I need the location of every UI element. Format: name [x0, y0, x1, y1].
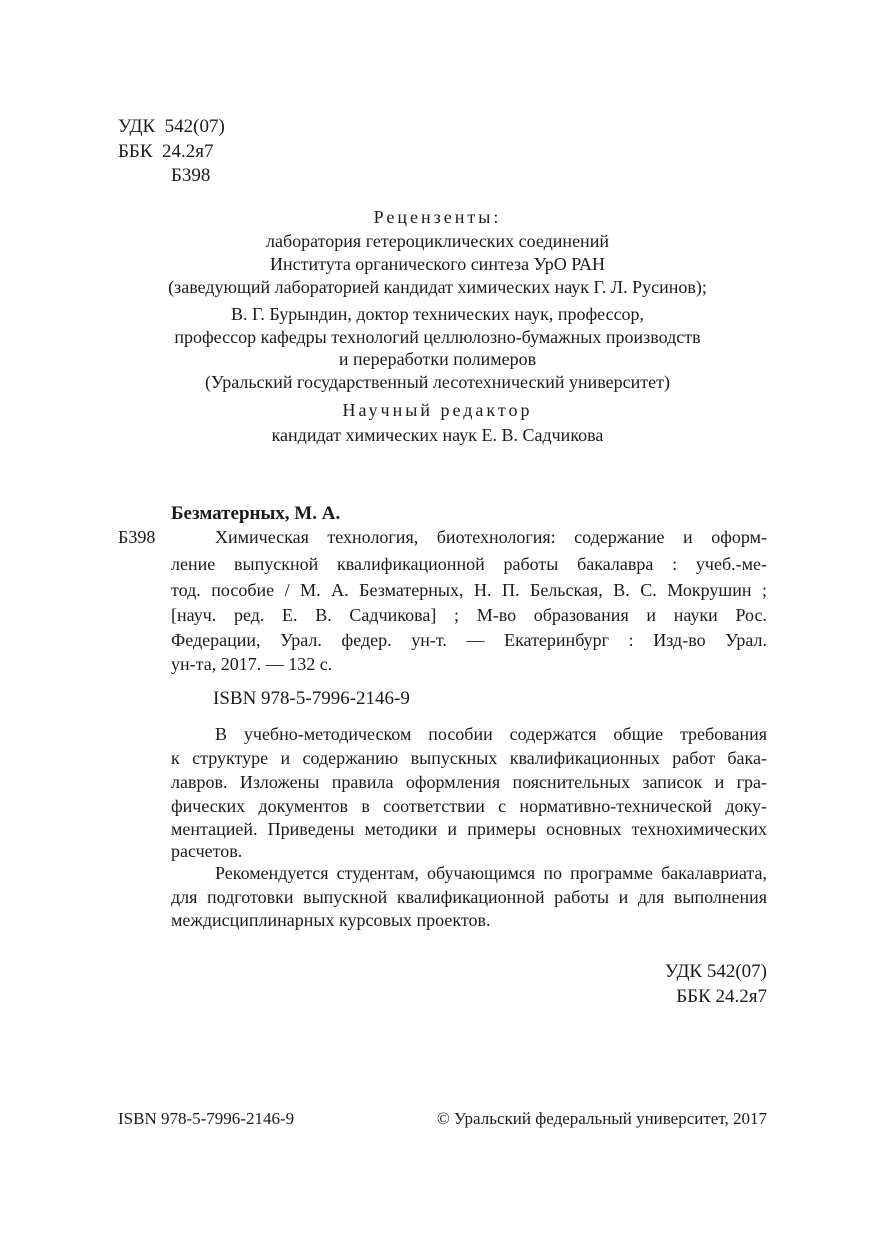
bbk-value: 24.2я7	[162, 141, 214, 162]
reviewer-line: профессор кафедры технологий целлюлозно-бумажных производств	[174, 327, 701, 347]
reviewer-line: и переработки полимеров	[338, 349, 537, 369]
bottom-isbn: ISBN 978-5-7996-2146-9	[118, 1109, 295, 1128]
abstract-line: для подготовки выпускной квалификационной работы и для выполнения	[171, 887, 767, 907]
reviewer-line: (заведующий лабораторией кандидат химических наук Г. Л. Русинов);	[168, 277, 707, 297]
bbk-label: ББК	[118, 141, 153, 162]
reviewer-line: (Уральский государственный лесотехнический университет)	[205, 372, 670, 392]
udk-line	[118, 115, 225, 138]
reviewer-line: лаборатория гетероциклических соединений	[266, 231, 609, 251]
catalog-line: ун-та, 2017. — 132 с.	[171, 654, 333, 674]
footer-bbk: ББК 24.2я7	[676, 986, 767, 1007]
abstract-line: к структуре и содержанию выпускных квалификационных работ бака-	[171, 748, 767, 768]
editor-heading: Научный редактор	[342, 400, 533, 420]
abstract-line: фических документов в соответствии с нормативно-технической доку-	[171, 796, 767, 816]
catalog-line: Федерации, Урал. федер. ун-т. — Екатеринбург : Изд-во Урал.	[171, 630, 767, 650]
abstract-line: междисциплинарных курсовых проектов.	[171, 910, 491, 930]
abstract-line: расчетов.	[171, 841, 243, 861]
abstract-line: ментацией. Приведены методики и примеры основных технохимических	[171, 819, 767, 839]
abstract-line: В учебно-методическом пособии содержатся общие требования	[215, 724, 767, 744]
catalog-code: Б398	[118, 527, 156, 547]
catalog-line: Химическая технология, биотехнология: содержание и оформ-	[215, 527, 767, 547]
catalog-author: Безматерных, М. А.	[171, 503, 341, 524]
abstract-line: лавров. Изложены правила оформления пояснительных записок и гра-	[171, 772, 767, 792]
bbk-line	[118, 140, 214, 163]
udk-label: УДК	[118, 116, 156, 137]
reviewer-line: В. Г. Бурындин, доктор технических наук, профессор,	[230, 304, 645, 324]
editor-name: кандидат химических наук Е. В. Садчикова	[271, 425, 604, 445]
reviewer-line: Института органического синтеза УрО РАН	[269, 254, 605, 274]
footer-udk: УДК 542(07)	[664, 961, 767, 982]
catalog-line: тод. пособие / М. А. Безматерных, Н. П. Бельская, В. С. Мокрушин ;	[171, 580, 767, 600]
author-code: Б398	[171, 165, 211, 186]
abstract-line: Рекомендуется студентам, обучающимся по программе бакалавриата,	[215, 863, 767, 883]
catalog-line: [науч. ред. Е. В. Садчикова] ; М-во образования и науки Рос.	[171, 605, 767, 625]
copyright: © Уральский федеральный университет, 2017	[436, 1109, 767, 1128]
udk-value: 542(07)	[164, 116, 225, 137]
catalog-isbn: ISBN 978-5-7996-2146-9	[213, 688, 410, 709]
catalog-line: ление выпускной квалификационной работы бакалавра : учеб.-ме-	[171, 554, 767, 574]
reviewers-heading: Рецензенты:	[373, 207, 502, 227]
